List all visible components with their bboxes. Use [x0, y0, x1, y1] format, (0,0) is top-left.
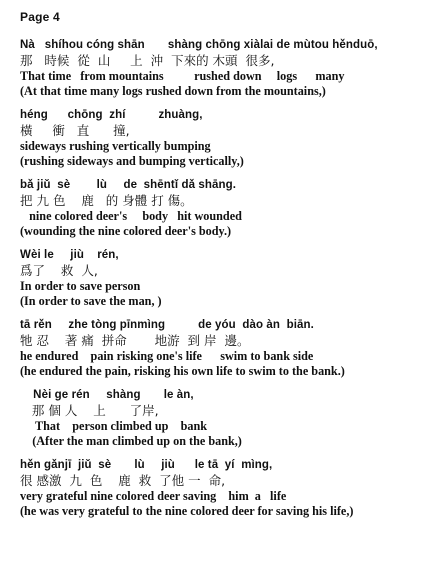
verse-block [20, 178, 411, 239]
translation-line: (After the man climbed up on the bank,) [20, 434, 242, 448]
verse-block [20, 388, 411, 449]
chinese-line: 很 感激 九 色 鹿 救 了他 一 命, [20, 473, 226, 488]
word-gloss-line: That time from mountains rushed down logs many [20, 69, 345, 83]
translation-line: (he was very grateful to the nine colored deer for saving his life,) [20, 504, 354, 518]
page-number: Page 4 [20, 10, 60, 24]
chinese-line: 牠 忍 著 痛 拼命 地游 到 岸 邊。 [20, 333, 250, 348]
word-gloss-line: very grateful nine colored deer saving him a life [20, 489, 287, 503]
pinyin-line: Nà shíhou cóng shān shàng chōng xiàlai de mùtou hěnduō, [20, 39, 378, 51]
translation-line: (wounding the nine colored deer's body.) [20, 224, 232, 238]
chinese-line: 那 個 人 上 了岸, [20, 403, 159, 418]
chinese-line: 把 九 色 鹿 的 身體 打 傷。 [20, 193, 193, 208]
translation-line: (rushing sideways and bumping vertically,) [20, 154, 244, 168]
translation-line: (In order to save the man, ) [20, 294, 162, 308]
word-gloss-line: sideways rushing vertically bumping [20, 139, 211, 153]
pinyin-line: bǎ jiǔ sè lù de shēntǐ dǎ shāng. [20, 179, 237, 191]
verse-block [20, 248, 411, 309]
word-gloss-line: That person climbed up bank [20, 419, 208, 433]
translation-line: (At that time many logs rushed down from the mountains,) [20, 84, 326, 98]
chinese-line: 橫 衝 直 撞, [20, 123, 130, 138]
word-gloss-line: In order to save person [20, 279, 141, 293]
pinyin-line: héng chōng zhí zhuàng, [20, 109, 203, 121]
translation-line: (he endured the pain, risking his own life to swim to the bank.) [20, 364, 345, 378]
verse-block [20, 108, 411, 169]
pinyin-line: tā rěn zhe tòng pīnmìng de yóu dào àn biān. [20, 319, 314, 331]
word-gloss-line: nine colored deer's body hit wounded [20, 209, 242, 223]
pinyin-line: hěn gǎnjī jiǔ sè lù jiù le tā yí mìng, [20, 459, 273, 471]
pinyin-line: Nèi ge rén shàng le àn, [20, 389, 194, 401]
verse-block [20, 318, 411, 379]
word-gloss-line: he endured pain risking one's life swim to bank side [20, 349, 314, 363]
chinese-line: 那 時候 從 山 上 沖 下來的 木頭 很多, [20, 53, 275, 68]
verse-block [20, 38, 411, 99]
pinyin-line: Wèi le jiù rén, [20, 249, 119, 261]
verse-block [20, 458, 411, 519]
chinese-line: 爲了 救 人, [20, 263, 98, 278]
